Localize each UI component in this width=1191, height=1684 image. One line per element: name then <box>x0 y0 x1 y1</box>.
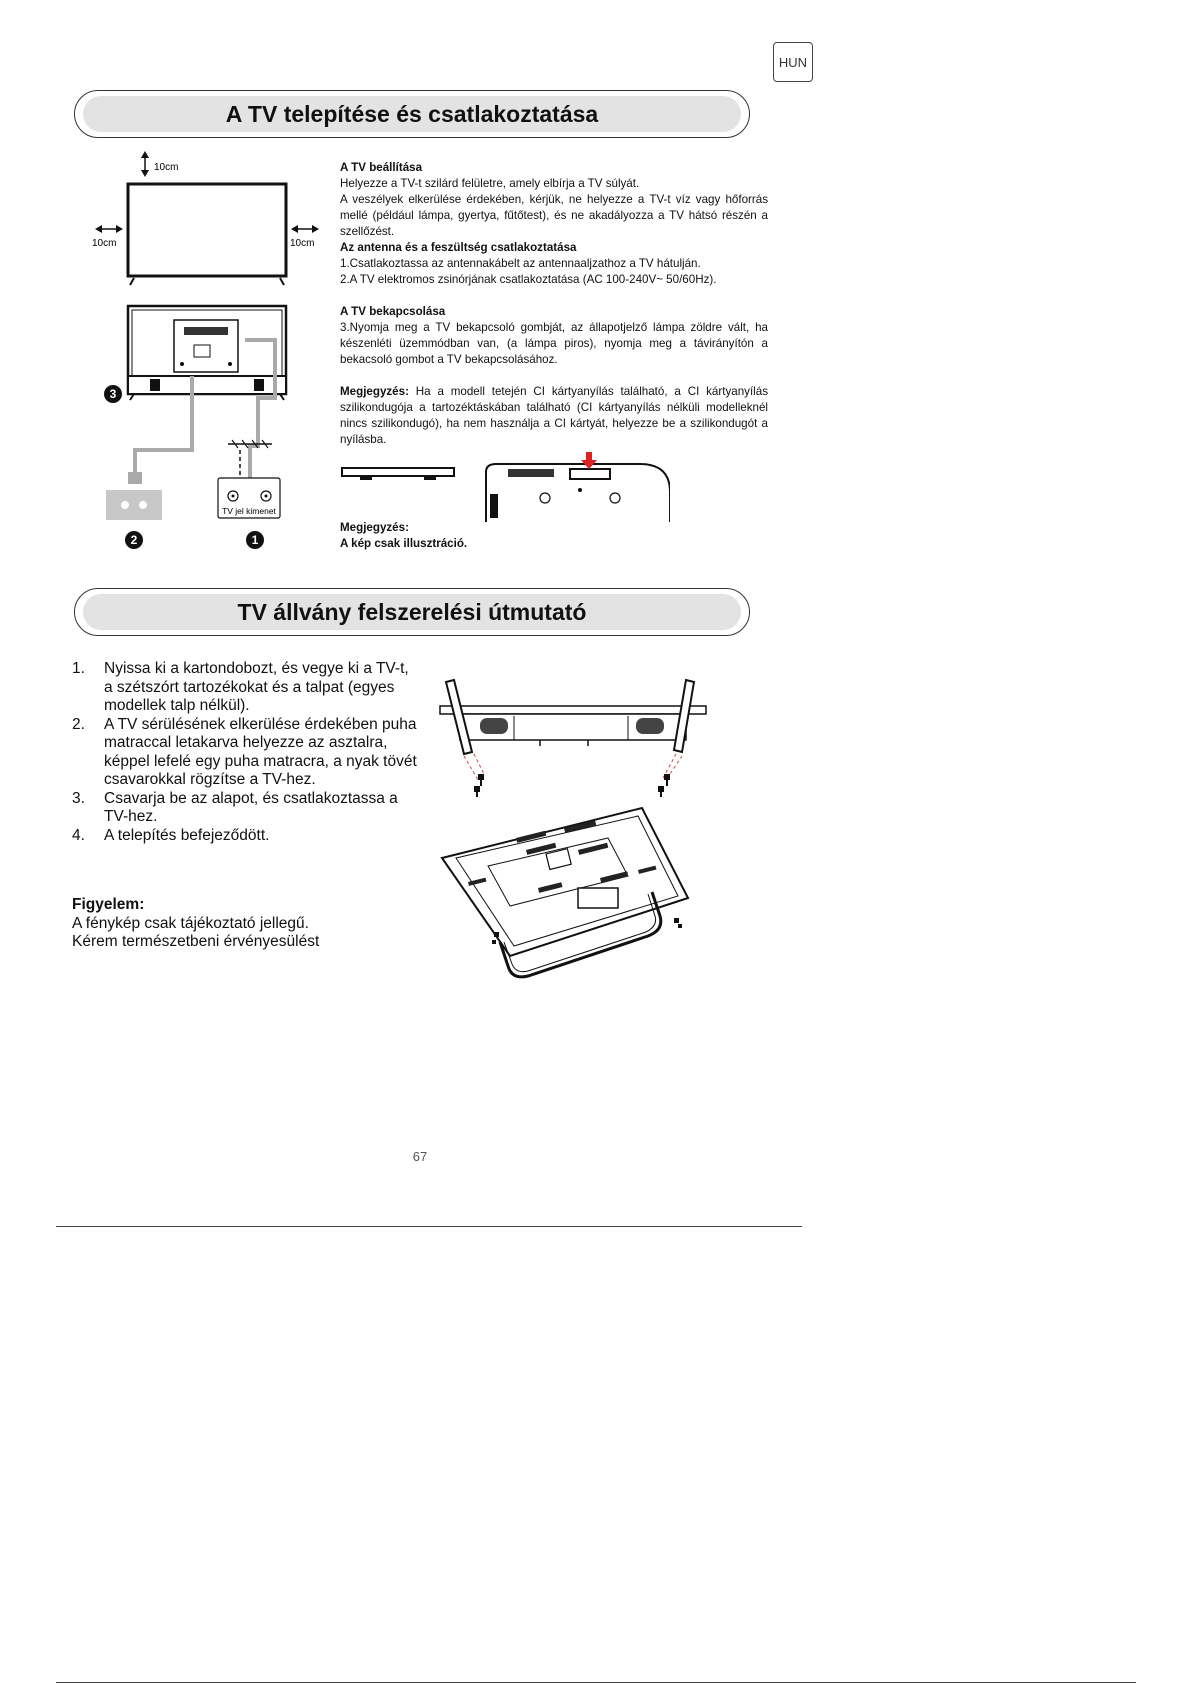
list-item <box>72 790 418 827</box>
attention-block <box>72 896 432 952</box>
list-item-number: 1. <box>72 660 85 677</box>
left-clearance-label: 10cm <box>92 238 117 249</box>
screw-icon <box>664 774 670 786</box>
stand-figure-bottom <box>438 806 708 986</box>
left-clearance-arrow <box>95 225 123 233</box>
step-badge-2 <box>125 531 143 549</box>
list-item-text: A TV sérülésének elkerülése érdekében puha matraccal letakarva helyezze az asztalra, képpel lefelé egy puha matracra, a nyak tövét csavarokkal rögzítse a TV-hez. <box>104 715 417 788</box>
illustration-note-label: Megjegyzés: <box>340 521 409 534</box>
step-badge-3 <box>104 385 122 403</box>
svg-text:2: 2 <box>130 533 138 547</box>
tv-installation-figure <box>90 150 330 560</box>
screw-icon <box>474 786 480 797</box>
attention-line-1: A fénykép csak tájékoztató jellegű. <box>72 914 309 932</box>
page-divider <box>56 1226 802 1227</box>
illustration-note-text: A kép csak illusztráció. <box>340 537 468 550</box>
list-item-text: Csavarja be az alapot, és csatlakoztassa a TV-hez. <box>104 789 398 825</box>
power-on-step-3: 3.Nyomja meg a TV bekapcsoló gombját, az állapotjelző lámpa zöldre vált, ha készenléti üzemmódban van, (a lámpa piros), nyomja meg a távirányítón a bekacsoló gombot a TV bekapcsolásához. <box>340 321 768 366</box>
list-item-number: 2. <box>72 715 85 733</box>
svg-text:3: 3 <box>109 387 117 401</box>
list-item-number: 3. <box>72 789 85 807</box>
ci-note-label: Megjegyzés: <box>340 385 409 398</box>
placement-heading: A TV beállítása <box>340 161 423 174</box>
section-title-banner <box>74 588 750 636</box>
screw-icon <box>674 918 682 928</box>
tv-signal-output-label: TV jel kimenet <box>222 506 276 516</box>
top-clearance-label: 10cm <box>154 162 179 173</box>
installation-text <box>340 160 768 448</box>
ci-note <box>340 384 768 448</box>
list-item-number: 4. <box>72 826 85 844</box>
power-plug <box>128 472 142 484</box>
list-item <box>72 827 418 846</box>
page-number: 67 <box>412 1149 428 1164</box>
attention-label: Figyelem: <box>72 896 145 913</box>
antenna-step-2: 2.A TV elektromos zsinórjának csatlakoztatása (AC 100-240V~ 50/60Hz). <box>340 273 717 286</box>
language-badge: HUN <box>773 42 813 82</box>
top-clearance-arrow <box>141 151 149 177</box>
stand-steps-list <box>72 660 418 845</box>
ci-note-text: Ha a modell tetején CI kártyanyílás található, a CI kártyanyílás szilikondugója a tartozéktáskában található (CI kártyanyílás nélküli modelleknél nincs szilikondugó), ha nem használja a CI kártyát, helyezze be a szilikondugót a nyílásba. <box>340 385 768 446</box>
placement-text-1: Helyezze a TV-t szilárd felületre, amely elbírja a TV súlyát. <box>340 177 640 190</box>
right-clearance-label: 10cm <box>290 238 315 249</box>
wall-socket <box>106 490 162 520</box>
svg-text:1: 1 <box>251 533 259 547</box>
stand-figure-top <box>438 678 708 798</box>
ci-slot-figure <box>340 452 670 524</box>
placement-text-2: A veszélyek elkerülése érdekében, kérjük, ne helyezze a TV-t víz vagy hőforrás mellé (például lámpa, gyertya, fűtőtest), és ne akadályozza a TV hátsó részén a szellőzést. <box>340 193 768 238</box>
screw-icon <box>478 774 484 786</box>
step-badge-1 <box>246 531 264 549</box>
list-item <box>72 716 418 790</box>
tv-back <box>128 306 286 400</box>
power-on-heading: A TV bekapcsolása <box>340 305 446 318</box>
section-title: TV állvány felszerelési útmutató <box>83 594 741 630</box>
illustration-note <box>340 520 640 552</box>
antenna-heading: Az antenna és a feszültség csatlakoztatása <box>340 241 577 254</box>
section-title: A TV telepítése és csatlakoztatása <box>83 96 741 132</box>
antenna-step-1: 1.Csatlakoztassa az antennakábelt az antennaaljzathoz a TV hátulján. <box>340 257 701 270</box>
screw-icon <box>658 786 664 797</box>
list-item-text: Nyissa ki a kartondobozt, és vegye ki a TV-t, a szétszórt tartozékokat és a talpat (egyes modellek talp nélkül). <box>104 660 409 714</box>
bottom-rule <box>56 1682 1136 1683</box>
right-clearance-arrow <box>291 225 319 233</box>
list-item-text: A telepítés befejeződött. <box>104 826 270 844</box>
section-title-banner <box>74 90 750 138</box>
tv-front <box>128 184 286 276</box>
attention-line-2: Kérem természetbeni érvényesülést <box>72 933 320 950</box>
list-item <box>72 660 418 716</box>
